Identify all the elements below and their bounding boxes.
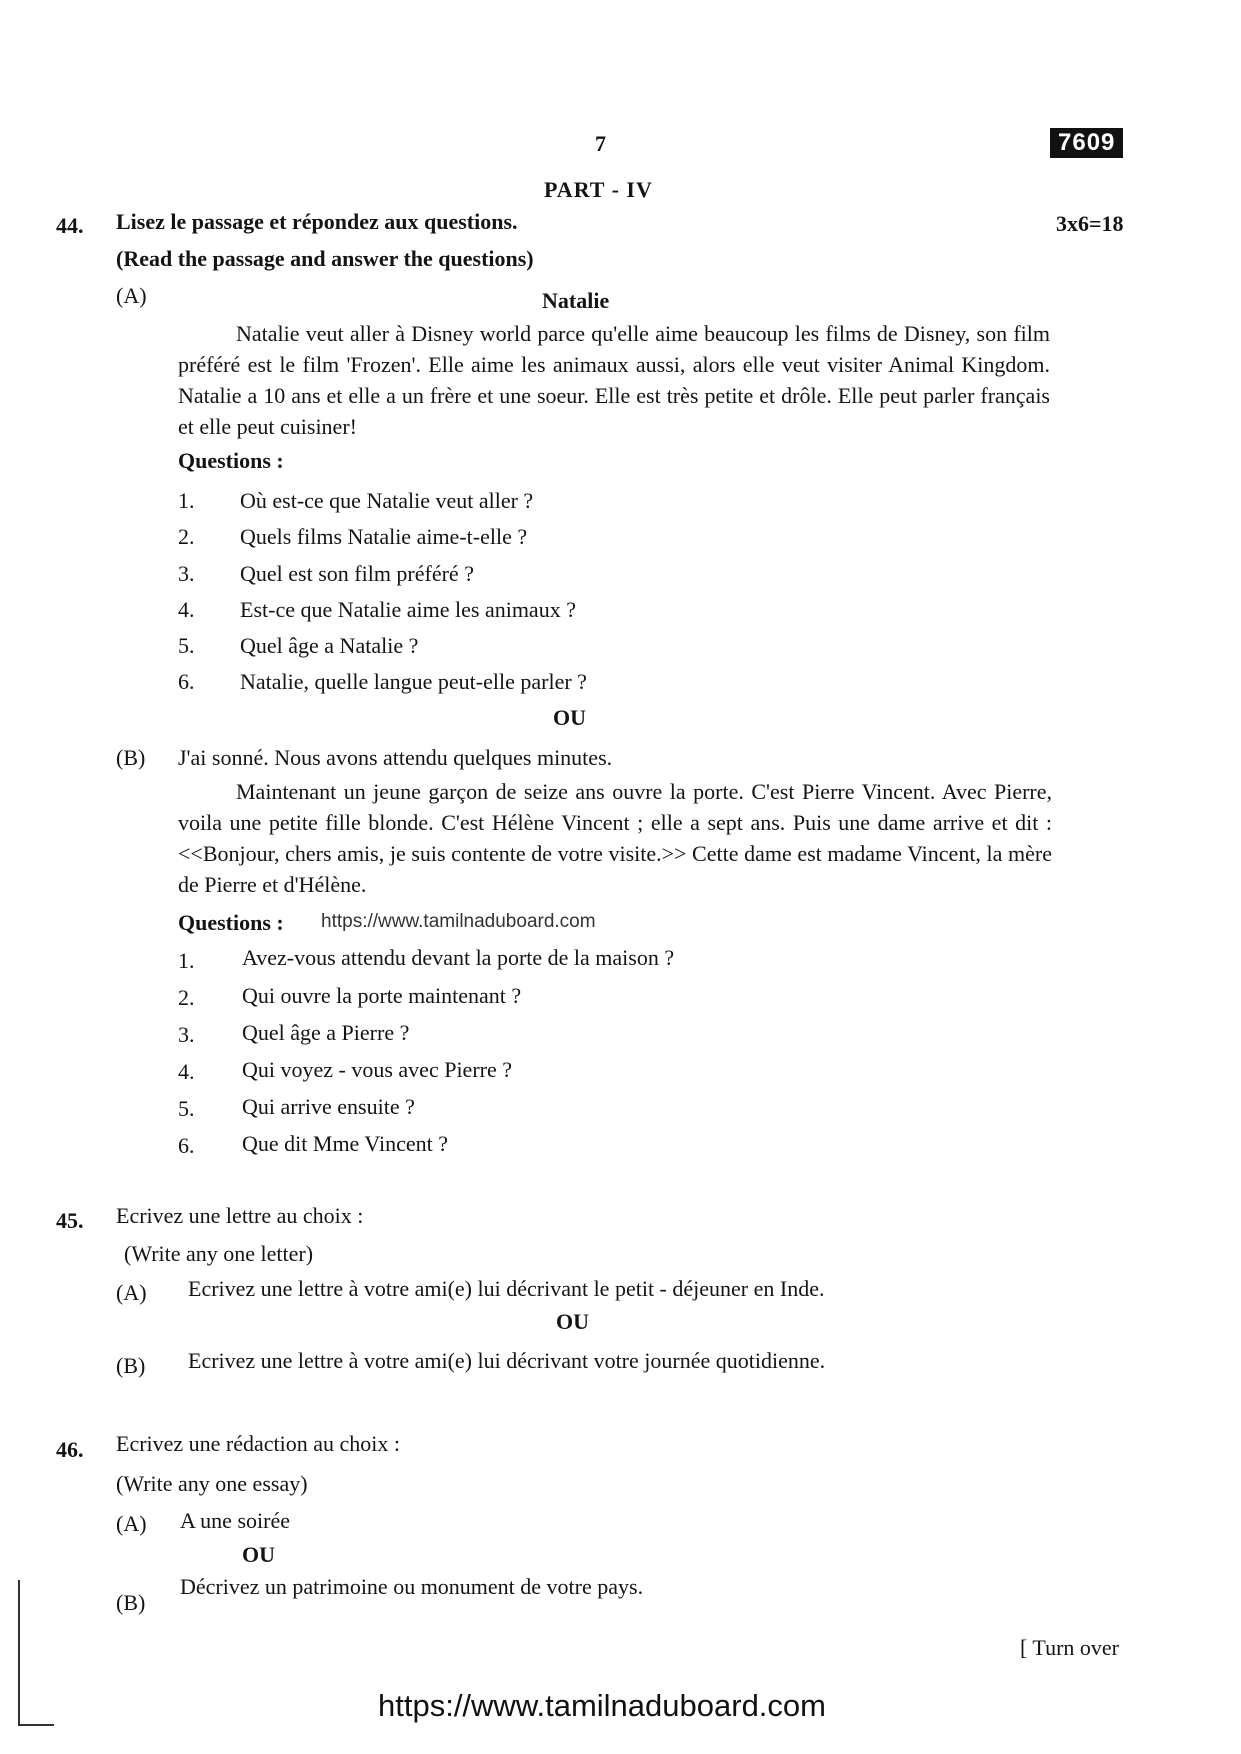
q46-option-b-label: (B) — [116, 1590, 146, 1615]
page-number: 7 — [595, 131, 606, 156]
q44-option-a-label: (A) — [116, 283, 147, 308]
question-number: 6. — [178, 669, 195, 694]
question-number: 3. — [178, 561, 195, 586]
question-text: Natalie, quelle langue peut-elle parler ? — [240, 669, 587, 694]
question-number: 1. — [178, 488, 195, 513]
question-number: 3. — [178, 1022, 195, 1047]
question-number: 5. — [178, 1096, 195, 1121]
paper-code-badge: 7609 — [1050, 128, 1123, 158]
q46-number: 46. — [56, 1437, 84, 1462]
question-text: Quel âge a Natalie ? — [240, 633, 419, 658]
question-text: Qui ouvre la porte maintenant ? — [242, 983, 522, 1008]
question-text: Quel est son film préféré ? — [240, 561, 474, 586]
q44-marks: 3x6=18 — [1056, 211, 1124, 236]
q44-b-passage: Maintenant un jeune garçon de seize ans ouvre la porte. C'est Pierre Vincent. Avec Pierre, voila une petite fille blonde. C'est Hélène Vincent ; elle a sept ans. Puis une dame arrive et dit : <<Bonjour, chers amis, je suis contente de votre visite.>> Cette dame est madame Vincent, la mère de Pierre et d'Hélène. — [178, 779, 1052, 897]
turn-over: [ Turn over — [1020, 1635, 1120, 1660]
question-number: 6. — [178, 1133, 195, 1158]
question-text: Où est-ce que Natalie veut aller ? — [240, 488, 534, 513]
question-number: 2. — [178, 524, 195, 549]
q44-or: OU — [553, 705, 586, 730]
q44-option-b-label: (B) — [116, 745, 146, 770]
q45-or: OU — [556, 1309, 589, 1334]
q45-option-a-text: Ecrivez une lettre à votre ami(e) lui décrivant le petit - déjeuner en Inde. — [188, 1276, 825, 1301]
question-text: Que dit Mme Vincent ? — [242, 1131, 449, 1156]
question-text: Quel âge a Pierre ? — [242, 1020, 410, 1045]
q44-number: 44. — [56, 213, 84, 238]
q45-option-b-label: (B) — [116, 1353, 146, 1378]
q44-instruction-fr: Lisez le passage et répondez aux questions. — [116, 209, 518, 234]
question-text: Avez-vous attendu devant la porte de la maison ? — [242, 945, 675, 970]
q46-instruction-fr: Ecrivez une rédaction au choix : — [116, 1431, 401, 1456]
q44-a-passage: Natalie veut aller à Disney world parce qu'elle aime beaucoup les films de Disney, son film préféré est le film 'Frozen'. Elle aime les animaux aussi, alors elle veut visiter Animal Kingdom. Natalie a 10 ans et elle a un frère et une soeur. Elle est très petite et drôle. Elle peut parler français et elle peut cuisiner! — [178, 321, 1050, 439]
question-text: Qui arrive ensuite ? — [242, 1094, 415, 1119]
footer-url[interactable]: https://www.tamilnaduboard.com — [378, 1688, 826, 1723]
question-number: 4. — [178, 1059, 195, 1084]
q46-option-a-text: A une soirée — [180, 1508, 290, 1533]
watermark-url[interactable]: https://www.tamilnaduboard.com — [321, 911, 596, 932]
question-number: 2. — [178, 985, 195, 1010]
q44-b-questions-label: Questions : — [178, 910, 284, 935]
question-number: 1. — [178, 948, 195, 973]
q44-a-title: Natalie — [542, 288, 610, 313]
margin-line-foot — [18, 1724, 54, 1726]
question-text: Qui voyez - vous avec Pierre ? — [242, 1057, 513, 1082]
q44-b-first-line: J'ai sonné. Nous avons attendu quelques minutes. — [178, 745, 613, 770]
q46-instruction-en: (Write any one essay) — [116, 1471, 308, 1496]
q45-instruction-en: (Write any one letter) — [124, 1241, 314, 1266]
q45-option-a-label: (A) — [116, 1280, 147, 1305]
q45-instruction-fr: Ecrivez une lettre au choix : — [116, 1203, 364, 1228]
margin-line — [18, 1580, 20, 1725]
q45-option-b-text: Ecrivez une lettre à votre ami(e) lui décrivant votre journée quotidienne. — [188, 1348, 826, 1373]
q46-option-b-text: Décrivez un patrimoine ou monument de votre pays. — [180, 1574, 644, 1599]
q44-a-questions-label: Questions : — [178, 448, 284, 473]
question-text: Est-ce que Natalie aime les animaux ? — [240, 597, 576, 622]
question-number: 4. — [178, 597, 195, 622]
q44-instruction-en: (Read the passage and answer the questions) — [116, 246, 534, 271]
question-text: Quels films Natalie aime-t-elle ? — [240, 524, 528, 549]
part-title: PART - IV — [544, 177, 653, 202]
q46-or: OU — [242, 1542, 275, 1567]
q46-option-a-label: (A) — [116, 1511, 147, 1536]
question-number: 5. — [178, 633, 195, 658]
q45-number: 45. — [56, 1208, 84, 1233]
